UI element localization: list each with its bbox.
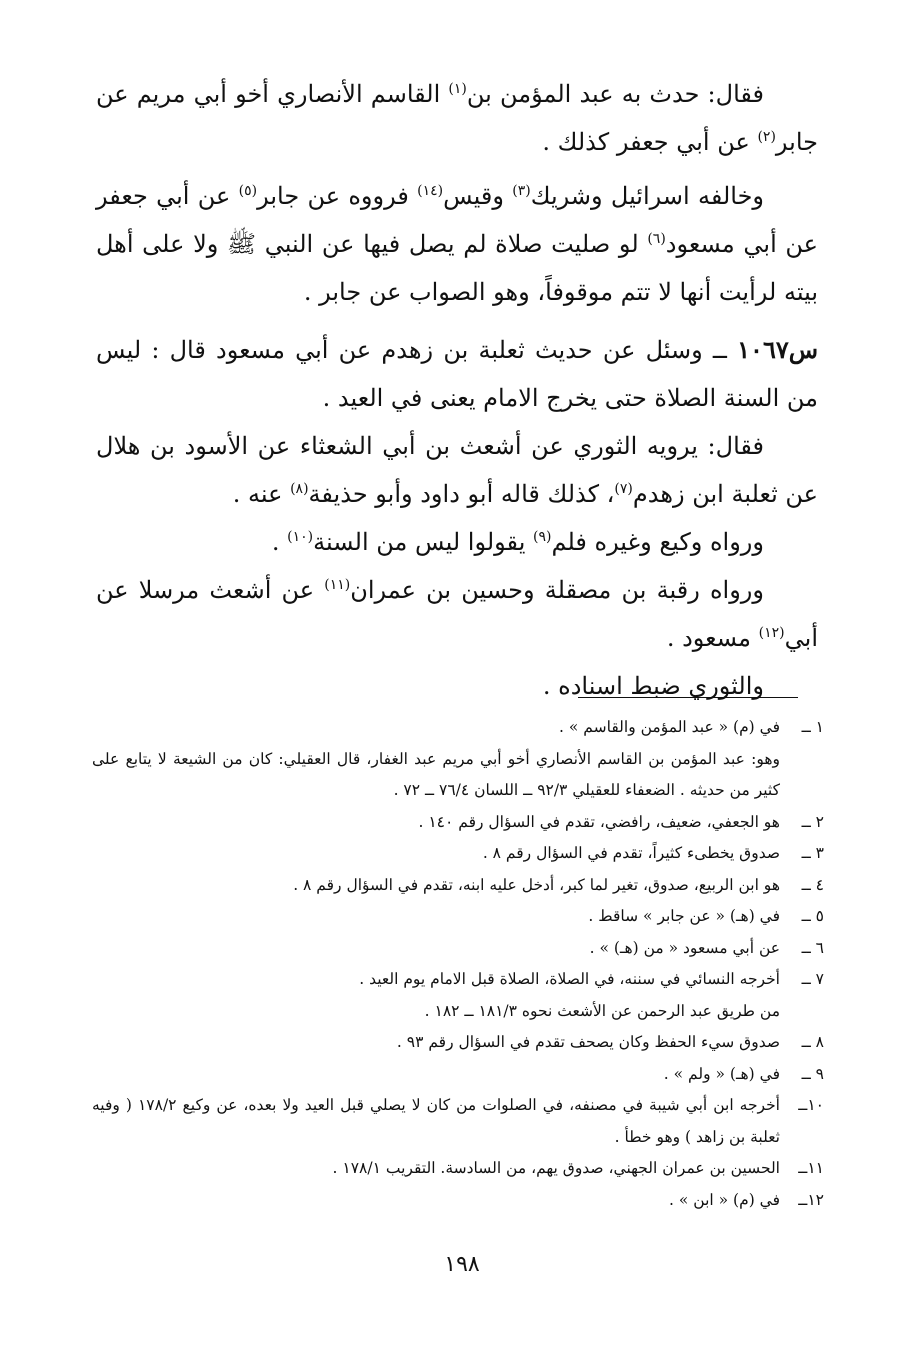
text-run: لو صليت صلاة لم يصل فيها عن النبي ﷺ ولا على أهل بيته لرأيت أنها لا تتم موقوفاً، وهو الصواب عن جابر . (96, 230, 818, 306)
text-run: عن أبي جعفر كذلك . (542, 128, 758, 156)
footnote-separator (578, 697, 798, 698)
footnote-item (92, 1059, 824, 1091)
footnote-text: في (هـ) « ولم » . (663, 1064, 780, 1083)
text-run: عنه . (232, 480, 291, 508)
footnotes (92, 712, 824, 1216)
text-run: . (271, 528, 288, 556)
footnote-number: ٢ ــ (801, 812, 824, 831)
footnote-text: من طريق عبد الرحمن عن الأشعث نحوه ١٨١/٣ ــ ١٨٢ . (424, 1001, 780, 1020)
footnote-number: ٦ ــ (801, 938, 824, 957)
paragraph-6: والثوري ضبط اسناده . (542, 672, 764, 700)
footnote-item (92, 870, 824, 902)
footnote-text: في (م) « ابن » . (669, 1190, 780, 1209)
paragraph-2 (96, 172, 818, 316)
footnote-number: ١٠ــ (798, 1096, 824, 1114)
footnote-item (92, 807, 824, 839)
footnote-item (92, 1027, 824, 1059)
paragraph-1 (96, 70, 818, 166)
footnote-number: ٧ ــ (801, 970, 824, 988)
page-number: ١٩٨ (444, 1252, 480, 1277)
text-run: فقال: يرويه الثوري عن أشعث بن أبي الشعثاء عن الأسود بن هلال عن ثعلبة ابن زهدم (96, 432, 818, 508)
footnote-ref-8: (٨) (290, 481, 309, 497)
footnote-ref-5: (٥) (238, 183, 258, 199)
footnote-number: ٩ ــ (801, 1064, 824, 1083)
footnote-item (92, 1185, 824, 1217)
footnote-ref-3: (٣) (512, 183, 531, 199)
text-run: عن أبي جعفر عن أبي مسعود (96, 182, 818, 258)
text-run: ورواه وكيع وغيره فلم (551, 528, 764, 556)
footnote-item (92, 1153, 824, 1185)
footnote-item (92, 996, 824, 1028)
footnote-ref-10: (١٠) (287, 529, 314, 545)
footnote-number: ٣ ــ (801, 844, 824, 862)
footnote-item (92, 838, 824, 870)
footnote-ref-7: (٧) (614, 481, 633, 497)
text-run: مسعود . (666, 624, 759, 652)
footnote-item (92, 933, 824, 965)
text-run: القاسم الأنصاري أخو أبي مريم عن جابر (96, 80, 818, 156)
footnote-ref-12: (١٢) (758, 625, 785, 641)
text-run: عن أشعث مرسلا عن أبي (96, 576, 818, 652)
question-text: ــ وسئل عن حديث ثعلبة بن زهدم عن أبي مسعود قال : ليس من السنة الصلاة حتى يخرج الامام يعنى في العيد . (96, 336, 818, 412)
footnote-ref-2: (٢) (757, 129, 776, 145)
footnote-text: هو ابن الربيع، صدوق، تغير لما كبر، أدخل عليه ابنه، تقدم في السؤال رقم ٨ . (293, 875, 780, 894)
footnote-item (92, 744, 824, 807)
paragraph-4 (96, 518, 818, 566)
footnote-text: وهو: عبد المؤمن بن القاسم الأنصاري أخو أبي مريم عبد الغفار، قال العقيلي: كان من الشيعة لا يتابع على كثير من حديثه . الضعفاء للعقيلي ٩٢/٣ ــ اللسان ٧٦/٤ ــ ٧٢ . (92, 749, 780, 799)
footnote-text: في (م) « عبد المؤمن والقاسم » . (559, 718, 780, 736)
footnote-item (92, 901, 824, 933)
footnote-text: صدوق يخطىء كثيراً، تقدم في السؤال رقم ٨ . (482, 844, 780, 862)
footnote-ref-14: (١٤) (417, 183, 444, 199)
footnote-number: ١٢ــ (798, 1190, 824, 1209)
footnote-text: صدوق سيء الحفظ وكان يصحف تقدم في السؤال رقم ٩٣ . (396, 1033, 780, 1051)
footnote-item (92, 712, 824, 744)
text-run: ورواه رقبة بن مصقلة وحسين بن عمران (350, 576, 764, 604)
footnote-text: أخرجه النسائي في سننه، في الصلاة، الصلاة قبل الامام يوم العيد . (359, 970, 780, 988)
footnote-item (92, 1090, 824, 1153)
paragraph-5 (96, 566, 818, 662)
footnote-number: ٤ ــ (801, 875, 824, 894)
text-run: يقولوا ليس من السنة (313, 528, 533, 556)
footnote-number: ١ ــ (801, 718, 824, 736)
footnote-number: ٨ ــ (801, 1033, 824, 1051)
footnote-text: هو الجعفي، ضعيف، رافضي، تقدم في السؤال رقم ١٤٠ . (418, 812, 780, 831)
footnote-text: أخرجه ابن أبي شيبة في مصنفه، في الصلوات من كان لا يصلي قبل العيد ولا بعده، عن وكيع ١٧٨/٢ ( وفيه ثعلبة بن زاهد ) وهو خطأ . (92, 1096, 780, 1146)
paragraph-3 (96, 422, 818, 518)
footnote-item (92, 964, 824, 996)
text-run: وخالفه اسرائيل وشريك (530, 182, 765, 210)
footnote-text: في (هـ) « عن جابر » ساقط . (588, 907, 780, 925)
footnote-number: ١١ــ (798, 1159, 824, 1177)
text-run: فرووه عن جابر (257, 182, 418, 210)
question-1067 (96, 326, 818, 422)
footnote-ref-1: (١) (448, 81, 467, 97)
main-text (96, 70, 818, 710)
footnote-number: ٥ ــ (801, 907, 824, 925)
question-number: س١٠٦٧ (737, 335, 819, 364)
text-run: ، كذلك قاله أبو داود وأبو حذيفة (308, 480, 615, 508)
footnote-ref-6: (٦) (647, 231, 666, 247)
footnote-text: عن أبي مسعود « من (هـ) » . (589, 938, 780, 957)
text-run: فقال: حدث به عبد المؤمن بن (466, 80, 765, 108)
footnote-ref-9: (٩) (533, 529, 552, 545)
footnote-ref-11: (١١) (324, 577, 351, 593)
footnote-text: الحسين بن عمران الجهني، صدوق يهم، من السادسة. التقريب ١٧٨/١ . (332, 1159, 780, 1177)
text-run: وقيس (443, 182, 513, 210)
